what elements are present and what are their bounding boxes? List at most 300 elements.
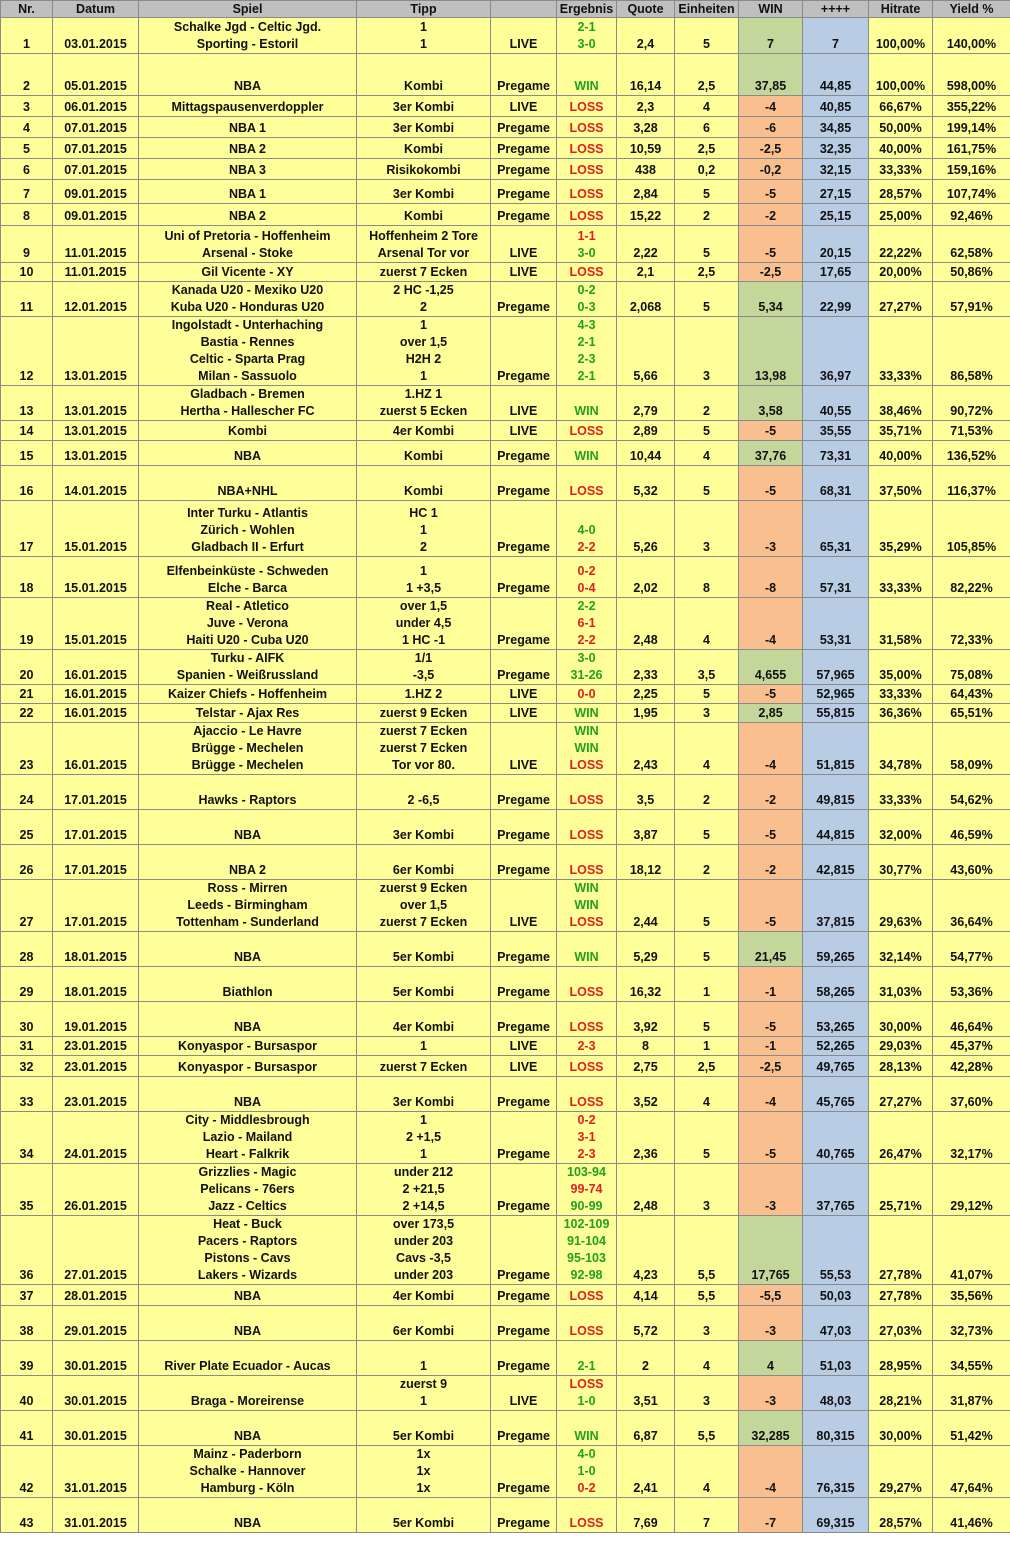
cell-cumulative: 59,265 [803,932,869,967]
cell-cumulative: 32,15 [803,159,869,180]
cell-cumulative: 44,815 [803,810,869,845]
cell-tipp [357,204,491,226]
cell-tipp [357,1411,491,1446]
header-datum: Datum [53,1,139,18]
cell-quote: 2,25 [617,685,675,704]
tipp-line: 3er Kombi [392,187,455,201]
cell-nr: 38 [1,1306,53,1341]
cell-einheiten: 5,5 [675,1411,739,1446]
cell-tipp [357,466,491,501]
ergebnis-line: 2-3 [577,352,596,366]
cell-datum: 16.01.2015 [53,723,139,775]
cell-einheiten: 5 [675,282,739,317]
tipp-line: Tor vor 80. [392,758,455,772]
spiel-line: Gladbach - Bremen [190,387,305,401]
cell-hitrate: 27,03% [869,1306,933,1341]
ergebnis-line: 2-1 [577,1359,596,1373]
cell-nr: 26 [1,845,53,880]
spiel-line: Arsenal - Stoke [201,246,293,260]
cell-quote: 5,72 [617,1306,675,1341]
cell-yield: 598,00% [933,54,1010,96]
cell-yield: 58,09% [933,723,1010,775]
tipp-line: 1 HC -1 [401,633,446,647]
cell-win: -5 [739,1112,803,1164]
spiel-line: Biathlon [222,985,273,999]
cell-tipp [357,54,491,96]
cell-cumulative: 42,815 [803,845,869,880]
cell-einheiten: 5 [675,226,739,263]
cell-typ: LIVE [491,1056,557,1077]
cell-win: -0,2 [739,159,803,180]
cell-hitrate: 100,00% [869,18,933,54]
cell-spiel [139,1306,357,1341]
tipp-line: zuerst 7 Ecken [379,265,468,279]
table-body [1,18,1010,1533]
cell-ergebnis [557,1341,617,1376]
cell-hitrate: 27,27% [869,282,933,317]
cell-cumulative: 45,765 [803,1077,869,1112]
cell-cumulative: 76,315 [803,1446,869,1498]
table-row [1,180,1010,204]
cell-einheiten: 5 [675,1002,739,1037]
cell-datum: 09.01.2015 [53,204,139,226]
cell-hitrate: 34,78% [869,723,933,775]
cell-datum: 27.01.2015 [53,1216,139,1285]
tipp-line: -3,5 [412,668,435,682]
cell-spiel [139,1002,357,1037]
ergebnis-line: 0-2 [577,1113,596,1127]
cell-typ: Pregame [491,810,557,845]
spiel-line: Turku - AIFK [210,651,285,665]
spiel-line: Mittagspausenverdoppler [171,100,324,114]
cell-quote: 16,32 [617,967,675,1002]
cell-yield: 32,73% [933,1306,1010,1341]
ergebnis-line: 0-0 [577,687,596,701]
cell-nr: 15 [1,441,53,466]
cell-nr: 20 [1,650,53,685]
cell-quote: 2,75 [617,1056,675,1077]
ergebnis-line: 1-1 [577,229,596,243]
tipp-line: 5er Kombi [392,1516,455,1530]
tipp-line: over 173,5 [392,1217,455,1231]
cell-typ: Pregame [491,1216,557,1285]
cell-cumulative: 17,65 [803,263,869,282]
ergebnis-line: LOSS [569,758,604,772]
cell-quote: 5,32 [617,466,675,501]
table-row [1,775,1010,810]
cell-yield: 53,36% [933,967,1010,1002]
table-row [1,1306,1010,1341]
cell-cumulative: 27,15 [803,180,869,204]
cell-hitrate: 37,50% [869,466,933,501]
cell-win: 4,655 [739,650,803,685]
cell-datum: 07.01.2015 [53,159,139,180]
spiel-line: Tottenham - Sunderland [176,915,319,929]
cell-datum: 15.01.2015 [53,598,139,650]
table-row [1,204,1010,226]
cell-nr: 29 [1,967,53,1002]
cell-typ: Pregame [491,1112,557,1164]
cell-cumulative: 34,85 [803,117,869,138]
cell-tipp [357,1498,491,1533]
ergebnis-line: 1-0 [577,1464,596,1478]
cell-hitrate: 20,00% [869,263,933,282]
ergebnis-line: 6-1 [577,616,596,630]
cell-einheiten: 3,5 [675,650,739,685]
spiel-line: Spanien - Weißrussland [176,668,319,682]
cell-quote: 4,23 [617,1216,675,1285]
tipp-line: Kombi [404,449,443,463]
cell-yield: 46,59% [933,810,1010,845]
cell-einheiten: 4 [675,441,739,466]
tipp-line: 1 [420,37,427,51]
table-row [1,1285,1010,1306]
cell-quote: 438 [617,159,675,180]
cell-ergebnis [557,1077,617,1112]
cell-win: -3 [739,1306,803,1341]
spiel-line: NBA 1 [228,121,267,135]
cell-hitrate: 35,71% [869,421,933,441]
cell-yield: 64,43% [933,685,1010,704]
cell-ergebnis [557,1285,617,1306]
ergebnis-line: LOSS [569,424,604,438]
cell-datum: 26.01.2015 [53,1164,139,1216]
tipp-line: 1x [416,1464,431,1478]
spiel-line: Gil Vicente - XY [201,265,294,279]
cell-nr: 13 [1,386,53,421]
cell-ergebnis [557,421,617,441]
tipp-line: 1 [420,564,427,578]
spiel-line: City - Middlesbrough [185,1113,310,1127]
cell-tipp [357,386,491,421]
table-row [1,1112,1010,1164]
ergebnis-line: WIN [574,449,599,463]
cell-tipp [357,1446,491,1498]
cell-typ: LIVE [491,1376,557,1411]
cell-cumulative: 40,85 [803,96,869,117]
cell-cumulative: 51,815 [803,723,869,775]
cell-typ: Pregame [491,1002,557,1037]
cell-quote: 3,87 [617,810,675,845]
cell-typ: Pregame [491,1306,557,1341]
spiel-line: Schalke Jgd - Celtic Jgd. [173,20,322,34]
cell-tipp [357,723,491,775]
cell-ergebnis [557,775,617,810]
cell-tipp [357,1376,491,1411]
cell-einheiten: 3 [675,317,739,386]
tipp-line: 3er Kombi [392,100,455,114]
ergebnis-line: 2-1 [577,369,596,383]
cell-ergebnis [557,159,617,180]
cell-einheiten: 4 [675,96,739,117]
tipp-line: over 1,5 [399,898,448,912]
cell-tipp [357,282,491,317]
cell-cumulative: 55,53 [803,1216,869,1285]
cell-ergebnis [557,263,617,282]
table-row [1,1411,1010,1446]
cell-datum: 13.01.2015 [53,317,139,386]
cell-ergebnis [557,845,617,880]
cell-ergebnis [557,880,617,932]
table-row [1,282,1010,317]
table-row [1,1037,1010,1056]
cell-hitrate: 28,95% [869,1341,933,1376]
cell-yield: 41,07% [933,1216,1010,1285]
ergebnis-line: 95-103 [567,1251,606,1265]
spiel-line: Konyaspor - Bursaspor [178,1039,317,1053]
cell-typ: LIVE [491,1037,557,1056]
spiel-line: NBA 2 [228,142,267,156]
tipp-line: zuerst 7 Ecken [379,724,468,738]
spiel-line: Pistons - Cavs [204,1251,291,1265]
cell-spiel [139,180,357,204]
cell-typ: Pregame [491,775,557,810]
tipp-line: under 212 [393,1165,454,1179]
cell-typ: Pregame [491,650,557,685]
cell-datum: 03.01.2015 [53,18,139,54]
cell-hitrate: 30,00% [869,1002,933,1037]
tipp-line: Kombi [404,484,443,498]
cell-typ: Pregame [491,1341,557,1376]
tipp-line: 1 [420,1039,427,1053]
cell-tipp [357,1002,491,1037]
spiel-line: Gladbach II - Erfurt [191,540,304,554]
table-row [1,117,1010,138]
cell-datum: 17.01.2015 [53,880,139,932]
cell-yield: 42,28% [933,1056,1010,1077]
cell-typ: Pregame [491,317,557,386]
cell-tipp [357,159,491,180]
cell-tipp [357,263,491,282]
tipp-line: under 203 [393,1268,454,1282]
cell-spiel [139,1411,357,1446]
cell-einheiten: 5 [675,180,739,204]
cell-einheiten: 5 [675,1112,739,1164]
spiel-line: Kuba U20 - Honduras U20 [170,300,325,314]
cell-win: 32,285 [739,1411,803,1446]
cell-cumulative: 51,03 [803,1341,869,1376]
cell-datum: 31.01.2015 [53,1498,139,1533]
cell-yield: 50,86% [933,263,1010,282]
table-row [1,1077,1010,1112]
cell-cumulative: 52,965 [803,685,869,704]
cell-datum: 30.01.2015 [53,1341,139,1376]
cell-spiel [139,1164,357,1216]
cell-nr: 4 [1,117,53,138]
cell-spiel [139,204,357,226]
cell-einheiten: 4 [675,1077,739,1112]
cell-yield: 57,91% [933,282,1010,317]
spiel-line: Telstar - Ajax Res [195,706,300,720]
cell-quote: 2 [617,1341,675,1376]
cell-yield: 161,75% [933,138,1010,159]
cell-datum: 15.01.2015 [53,501,139,557]
cell-ergebnis [557,96,617,117]
cell-ergebnis [557,282,617,317]
cell-tipp [357,317,491,386]
tipp-line: 2 HC -1,25 [393,283,454,297]
cell-nr: 22 [1,704,53,723]
cell-win: -4 [739,1446,803,1498]
cell-yield: 75,08% [933,650,1010,685]
cell-tipp [357,1164,491,1216]
spiel-line: Braga - Moreirense [190,1394,305,1408]
tipp-line: over 1,5 [399,335,448,349]
cell-win: 37,76 [739,441,803,466]
cell-yield: 65,51% [933,704,1010,723]
cell-hitrate: 30,00% [869,1411,933,1446]
cell-cumulative: 65,31 [803,501,869,557]
spiel-line: Pelicans - 76ers [200,1182,295,1196]
cell-yield: 51,42% [933,1411,1010,1446]
cell-win: -2 [739,204,803,226]
tipp-line: under 203 [393,1234,454,1248]
cell-einheiten: 3 [675,1164,739,1216]
cell-ergebnis [557,1376,617,1411]
spiel-line: Ross - Mirren [207,881,288,895]
cell-yield: 45,37% [933,1037,1010,1056]
cell-tipp [357,1306,491,1341]
header-nr: Nr. [1,1,53,18]
tipp-line: 3er Kombi [392,828,455,842]
cell-datum: 13.01.2015 [53,441,139,466]
cell-spiel [139,159,357,180]
cell-quote: 5,29 [617,932,675,967]
cell-ergebnis [557,704,617,723]
cell-hitrate: 28,57% [869,1498,933,1533]
cell-datum: 15.01.2015 [53,557,139,598]
cell-typ: Pregame [491,967,557,1002]
cell-datum: 30.01.2015 [53,1411,139,1446]
tipp-line: under 4,5 [395,616,452,630]
cell-nr: 6 [1,159,53,180]
cell-hitrate: 35,29% [869,501,933,557]
ergebnis-line: LOSS [569,142,604,156]
spiel-line: NBA [233,1429,262,1443]
cell-hitrate: 25,00% [869,204,933,226]
cell-tipp [357,117,491,138]
table-row [1,704,1010,723]
cell-spiel [139,1112,357,1164]
cell-spiel [139,1376,357,1411]
cell-yield: 140,00% [933,18,1010,54]
cell-einheiten: 1 [675,967,739,1002]
cell-einheiten: 2,5 [675,1056,739,1077]
ergebnis-line: LOSS [569,863,604,877]
tipp-line: Kombi [404,142,443,156]
ergebnis-line: WIN [574,741,599,755]
cell-quote: 4,14 [617,1285,675,1306]
cell-ergebnis [557,723,617,775]
cell-nr: 31 [1,1037,53,1056]
tipp-line: 1 +3,5 [405,581,442,595]
cell-nr: 14 [1,421,53,441]
table-row [1,685,1010,704]
cell-yield: 107,74% [933,180,1010,204]
cell-spiel [139,1498,357,1533]
cell-ergebnis [557,18,617,54]
cell-tipp [357,775,491,810]
table-row [1,466,1010,501]
cell-win: 5,34 [739,282,803,317]
cell-nr: 16 [1,466,53,501]
cell-cumulative: 25,15 [803,204,869,226]
cell-cumulative: 52,265 [803,1037,869,1056]
ergebnis-line: WIN [574,881,599,895]
cell-datum: 07.01.2015 [53,138,139,159]
tipp-line: HC 1 [409,506,438,520]
cell-typ: Pregame [491,117,557,138]
tipp-line: 5er Kombi [392,985,455,999]
cell-yield: 43,60% [933,845,1010,880]
cell-yield: 199,14% [933,117,1010,138]
ergebnis-line: LOSS [569,1377,604,1391]
cell-tipp [357,650,491,685]
cell-hitrate: 33,33% [869,775,933,810]
cell-einheiten: 5 [675,932,739,967]
table-row [1,598,1010,650]
cell-win: 2,85 [739,704,803,723]
tipp-line: 2 +14,5 [402,1199,445,1213]
cell-typ: Pregame [491,598,557,650]
header-einheiten: Einheiten [675,1,739,18]
cell-yield: 29,12% [933,1164,1010,1216]
cell-yield: 72,33% [933,598,1010,650]
spiel-line: Hertha - Hallescher FC [180,404,315,418]
table-row [1,810,1010,845]
cell-cumulative: 47,03 [803,1306,869,1341]
cell-tipp [357,967,491,1002]
spiel-line: NBA [233,950,262,964]
cell-nr: 27 [1,880,53,932]
tipp-line: 1/1 [414,651,433,665]
cell-hitrate: 31,03% [869,967,933,1002]
cell-win: 3,58 [739,386,803,421]
cell-datum: 28.01.2015 [53,1285,139,1306]
tipp-line: zuerst 9 [399,1377,448,1391]
ergebnis-line: 4-0 [577,523,596,537]
cell-datum: 14.01.2015 [53,466,139,501]
spiel-line: NBA [233,1516,262,1530]
ergebnis-line: 2-2 [577,633,596,647]
cell-einheiten: 4 [675,723,739,775]
cell-win: -5 [739,810,803,845]
tipp-line: 2 [420,300,427,314]
cell-tipp [357,880,491,932]
cell-spiel [139,263,357,282]
tipp-line: zuerst 7 Ecken [379,915,468,929]
cell-datum: 23.01.2015 [53,1056,139,1077]
cell-ergebnis [557,1446,617,1498]
cell-typ: LIVE [491,880,557,932]
cell-nr: 18 [1,557,53,598]
ergebnis-line: 103-94 [567,1165,606,1179]
cell-cumulative: 80,315 [803,1411,869,1446]
cell-nr: 43 [1,1498,53,1533]
cell-cumulative: 57,31 [803,557,869,598]
tipp-line: zuerst 9 Ecken [379,706,468,720]
cell-typ: Pregame [491,1446,557,1498]
spiel-line: NBA [233,1324,262,1338]
cell-cumulative: 53,265 [803,1002,869,1037]
cell-cumulative: 35,55 [803,421,869,441]
cell-quote: 2,36 [617,1112,675,1164]
cell-win: -8 [739,557,803,598]
cell-tipp [357,1112,491,1164]
cell-cumulative: 68,31 [803,466,869,501]
cell-spiel [139,18,357,54]
table-row [1,501,1010,557]
